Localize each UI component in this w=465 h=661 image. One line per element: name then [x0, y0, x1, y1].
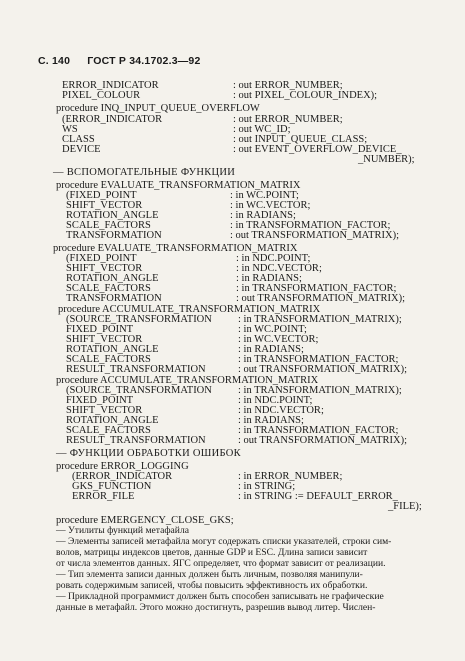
code-line: ROTATION_ANGLE	[66, 210, 159, 221]
code-type: : in WC.VECTOR;	[230, 200, 311, 211]
code-type: : out INPUT_QUEUE_CLASS;	[233, 134, 368, 145]
code-type: : in RADIANS;	[230, 210, 296, 221]
standard-number: ГОСТ Р 34.1702.3—92	[87, 55, 201, 67]
code-type: : out WC_ID;	[233, 124, 291, 135]
code-line: ROTATION_ANGLE	[66, 344, 159, 355]
code-line: SHIFT_VECTOR	[66, 200, 143, 211]
code-type: : in NDC.VECTOR;	[238, 405, 324, 416]
code-line: — ВСПОМОГАТЕЛЬНЫЕ ФУНКЦИИ	[53, 167, 236, 178]
text-line: ровать содержимым записей, чтобы повысить эффективность их обработки.	[56, 580, 368, 591]
code-type: : in ERROR_NUMBER;	[238, 471, 343, 482]
code-type: : out EVENT_OVERFLOW_DEVICE_	[233, 144, 402, 155]
code-type: : in NDC.POINT;	[236, 253, 311, 264]
code-line: ROTATION_ANGLE	[66, 273, 159, 284]
code-line: FIXED_POINT	[66, 324, 134, 335]
code-line: — ФУНКЦИИ ОБРАБОТКИ ОШИБОК	[56, 448, 241, 459]
code-line: WS	[62, 124, 78, 135]
code-line: procedure ACCUMULATE_TRANSFORMATION_MATRIX	[56, 375, 319, 386]
code-line: ERROR_FILE	[72, 491, 135, 502]
code-type: : in WC.POINT;	[238, 324, 307, 335]
code-type: : out TRANSFORMATION_MATRIX);	[236, 293, 405, 304]
text-line: — Прикладной программист должен быть способен записывать не графические	[56, 591, 384, 602]
code-type: : out PIXEL_COLOUR_INDEX);	[233, 90, 378, 101]
code-line: FIXED_POINT	[66, 395, 134, 406]
code-line: (ERROR_INDICATOR	[72, 471, 173, 482]
code-line: procedure ACCUMULATE_TRANSFORMATION_MATRIX	[58, 304, 321, 315]
page-number: С. 140	[38, 55, 71, 67]
code-line: SCALE_FACTORS	[66, 425, 151, 436]
text-line: — Тип элемента записи данных должен быть личным, позволяя манипули-	[56, 569, 363, 580]
code-line: DEVICE	[62, 144, 101, 155]
code-type: : in RADIANS;	[238, 344, 304, 355]
code-line: SHIFT_VECTOR	[66, 405, 143, 416]
text-line: от числа элементов данных. ЯГС определяет, что формат зависит от реализации.	[56, 558, 386, 569]
code-line: (SOURCE_TRANSFORMATION	[66, 385, 212, 396]
code-type: : out TRANSFORMATION_MATRIX);	[230, 230, 399, 241]
code-line: RESULT_TRANSFORMATION	[66, 435, 206, 446]
code-type: : in TRANSFORMATION_FACTOR;	[230, 220, 391, 231]
code-type: : in STRING := DEFAULT_ERROR_	[238, 491, 398, 502]
code-line: procedure INQ_INPUT_QUEUE_OVERFLOW	[56, 103, 260, 114]
code-type: : in TRANSFORMATION_MATRIX);	[238, 385, 402, 396]
code-type: : in STRING;	[238, 481, 296, 492]
code-line: SCALE_FACTORS	[66, 354, 151, 365]
code-line: (ERROR_INDICATOR	[62, 114, 163, 125]
code-type: : in TRANSFORMATION_MATRIX);	[238, 314, 402, 325]
code-type: : in RADIANS;	[238, 415, 304, 426]
code-type: : out TRANSFORMATION_MATRIX);	[238, 364, 407, 375]
code-type: : in TRANSFORMATION_FACTOR;	[236, 283, 397, 294]
code-type: : out TRANSFORMATION_MATRIX);	[238, 435, 407, 446]
code-line: (FIXED_POINT	[66, 190, 137, 201]
page-header	[38, 55, 201, 67]
code-type: : out ERROR_NUMBER;	[233, 80, 343, 91]
code-line: ERROR_INDICATOR	[62, 80, 159, 91]
code-type: : in NDC.POINT;	[238, 395, 313, 406]
code-line: PIXEL_COLOUR	[62, 90, 141, 101]
code-line: SCALE_FACTORS	[66, 220, 151, 231]
code-line: SHIFT_VECTOR	[66, 263, 143, 274]
code-line: procedure EVALUATE_TRANSFORMATION_MATRIX	[56, 180, 301, 191]
text-line: волов, матрицы индексов цветов, данные GDP и ESC. Длина записи зависит	[56, 547, 368, 558]
code-line: ROTATION_ANGLE	[66, 415, 159, 426]
code-type: _NUMBER);	[358, 154, 415, 165]
code-type: : in RADIANS;	[236, 273, 302, 284]
code-line: procedure EMERGENCY_CLOSE_GKS;	[56, 515, 234, 526]
code-line: TRANSFORMATION	[66, 293, 162, 304]
code-type: : out ERROR_NUMBER;	[233, 114, 343, 125]
code-line: RESULT_TRANSFORMATION	[66, 364, 206, 375]
code-type: : in WC.VECTOR;	[238, 334, 319, 345]
code-line: (FIXED_POINT	[66, 253, 137, 264]
code-line: SHIFT_VECTOR	[66, 334, 143, 345]
code-type: _FILE);	[388, 501, 422, 512]
code-line: (SOURCE_TRANSFORMATION	[66, 314, 212, 325]
code-line: GKS_FUNCTION	[72, 481, 152, 492]
code-line: TRANSFORMATION	[66, 230, 162, 241]
code-type: : in NDC.VECTOR;	[236, 263, 322, 274]
code-type: : in TRANSFORMATION_FACTOR;	[238, 354, 399, 365]
text-line: — Утилиты функций метафайла	[56, 525, 189, 536]
code-type: : in TRANSFORMATION_FACTOR;	[238, 425, 399, 436]
text-line: — Элементы записей метафайла могут содержать списки указателей, строки сим-	[56, 536, 392, 547]
code-line: procedure EVALUATE_TRANSFORMATION_MATRIX	[53, 243, 298, 254]
code-line: SCALE_FACTORS	[66, 283, 151, 294]
code-type: : in WC.POINT;	[230, 190, 299, 201]
code-line: CLASS	[62, 134, 95, 145]
text-line: данные в метафайл. Этого можно достигнуть, разрешив вывод литер. Числен-	[56, 602, 376, 613]
code-line: procedure ERROR_LOGGING	[56, 461, 189, 472]
